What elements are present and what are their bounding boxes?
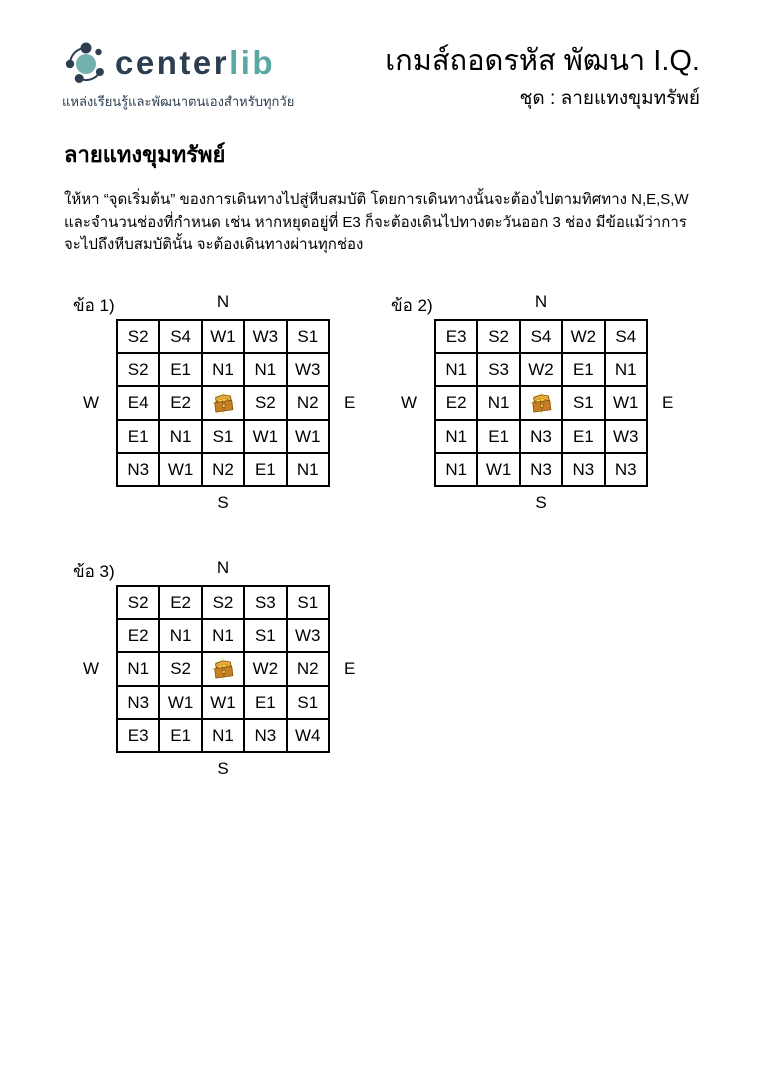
grid-cell: E3 [435, 320, 477, 353]
grid-cell: N1 [159, 619, 201, 652]
grid-cell: N3 [605, 453, 647, 486]
puzzle-2-label: ข้อ 2) [391, 296, 433, 315]
grid-cell: S2 [117, 320, 159, 353]
grid-cell: N1 [202, 619, 244, 652]
grid-cell: N2 [287, 652, 329, 685]
grid-cell: S4 [520, 320, 562, 353]
grid-cell: S1 [287, 586, 329, 619]
title-block [385, 44, 700, 113]
treasure-chest-icon [205, 654, 241, 684]
grid-cell-treasure [202, 386, 244, 419]
grid-cell: N1 [477, 386, 519, 419]
grid-cell: W1 [202, 686, 244, 719]
centerlib-logo-icon [62, 38, 110, 86]
grid-cell: W2 [562, 320, 604, 353]
grid-cell: W1 [202, 320, 244, 353]
grid-cell: W4 [287, 719, 329, 752]
compass-south-label: S [217, 493, 229, 512]
puzzle-2-grid [434, 319, 648, 487]
compass-east-label: E [344, 393, 356, 412]
grid-cell: N1 [159, 420, 201, 453]
grid-cell: E1 [117, 420, 159, 453]
worksheet-heading: ลายแทงขุมทรัพย์ [64, 142, 226, 167]
grid-cell: S2 [117, 586, 159, 619]
grid-cell: N1 [202, 719, 244, 752]
grid-cell: W3 [287, 619, 329, 652]
grid-cell: E2 [159, 386, 201, 419]
grid-cell: W2 [520, 353, 562, 386]
brand-name [115, 43, 276, 81]
treasure-chest-icon [205, 388, 241, 418]
grid-cell: S2 [117, 353, 159, 386]
puzzle-2 [381, 292, 693, 524]
compass-west-label: W [83, 659, 100, 678]
grid-cell: N2 [287, 386, 329, 419]
grid-cell: W1 [287, 420, 329, 453]
instructions-line: ให้หา “จุดเริ่มต้น” ของการเดินทางไปสู่หีบสมบัติ โดยการเดินทางนั้นจะต้องไปตามทิศทาง N,E,S,W [64, 191, 689, 208]
grid-cell: S3 [477, 353, 519, 386]
puzzle-1-grid [116, 319, 330, 487]
grid-cell: E3 [117, 719, 159, 752]
grid-cell: S2 [202, 586, 244, 619]
grid-cell: W1 [605, 386, 647, 419]
grid-cell: S1 [562, 386, 604, 419]
instructions [64, 189, 719, 257]
brand-name-center: center [115, 43, 230, 81]
grid-cell: S4 [605, 320, 647, 353]
compass-north-label: N [534, 292, 548, 311]
grid-cell: N1 [435, 353, 477, 386]
puzzle-1-label: ข้อ 1) [73, 296, 115, 315]
grid-cell: N1 [202, 353, 244, 386]
grid-cell: W1 [477, 453, 519, 486]
grid-cell: N3 [520, 420, 562, 453]
brand-tagline: แหล่งเรียนรู้และพัฒนาตนเองสำหรับทุกวัย [62, 94, 295, 109]
grid-cell: S1 [287, 320, 329, 353]
grid-cell: N3 [117, 453, 159, 486]
grid-cell: N1 [435, 420, 477, 453]
grid-cell: N3 [244, 719, 286, 752]
grid-cell: W1 [244, 420, 286, 453]
grid-cell: S1 [244, 619, 286, 652]
grid-cell: N1 [435, 453, 477, 486]
grid-cell: W3 [244, 320, 286, 353]
grid-cell: E1 [159, 353, 201, 386]
grid-cell: E2 [435, 386, 477, 419]
grid-cell: W1 [159, 686, 201, 719]
grid-cell-treasure [520, 386, 562, 419]
grid-cell: E1 [562, 353, 604, 386]
compass-south-label: S [217, 759, 229, 778]
brand-block [62, 38, 294, 112]
document-title: เกมส์ถอดรหัส พัฒนา I.Q. [385, 45, 700, 77]
compass-north-label: N [216, 558, 230, 577]
document-series: ชุด : ลายแทงขุมทรัพย์ [519, 87, 700, 109]
compass-west-label: W [401, 393, 418, 412]
treasure-chest-icon [523, 388, 559, 418]
grid-cell-treasure [202, 652, 244, 685]
grid-cell: E1 [477, 420, 519, 453]
grid-cell: W3 [287, 353, 329, 386]
grid-cell: N1 [117, 652, 159, 685]
brand-name-lib: lib [229, 43, 276, 81]
grid-cell: W2 [244, 652, 286, 685]
grid-cell: N3 [117, 686, 159, 719]
grid-cell: N3 [520, 453, 562, 486]
puzzle-3-label: ข้อ 3) [73, 562, 115, 581]
puzzle-1 [63, 292, 375, 524]
grid-cell: E2 [117, 619, 159, 652]
grid-cell: S3 [244, 586, 286, 619]
grid-cell: N3 [562, 453, 604, 486]
grid-cell: E2 [159, 586, 201, 619]
puzzle-3-grid [116, 585, 330, 753]
grid-cell: S1 [287, 686, 329, 719]
grid-cell: S2 [159, 652, 201, 685]
puzzle-3 [63, 558, 375, 790]
grid-cell: N1 [605, 353, 647, 386]
compass-south-label: S [535, 493, 547, 512]
grid-cell: W1 [159, 453, 201, 486]
grid-cell: N1 [287, 453, 329, 486]
grid-cell: N1 [244, 353, 286, 386]
grid-cell: W3 [605, 420, 647, 453]
grid-cell: S2 [477, 320, 519, 353]
compass-east-label: E [662, 393, 674, 412]
compass-east-label: E [344, 659, 356, 678]
grid-cell: E4 [117, 386, 159, 419]
instructions-line: จะไปถึงหีบสมบัตินั้น จะต้องเดินทางผ่านทุกช่อง [64, 236, 364, 253]
compass-north-label: N [216, 292, 230, 311]
grid-cell: E1 [159, 719, 201, 752]
grid-cell: S4 [159, 320, 201, 353]
grid-cell: S1 [202, 420, 244, 453]
grid-cell: E1 [244, 686, 286, 719]
grid-cell: S2 [244, 386, 286, 419]
grid-cell: E1 [562, 420, 604, 453]
grid-cell: E1 [244, 453, 286, 486]
grid-cell: N2 [202, 453, 244, 486]
compass-west-label: W [83, 393, 100, 412]
instructions-line: และจำนวนช่องที่กำหนด เช่น หากหยุดอยู่ที่ E3 ก็จะต้องเดินไปทางตะวันออก 3 ช่อง มีข้อแม้ว่าการ [64, 213, 687, 231]
